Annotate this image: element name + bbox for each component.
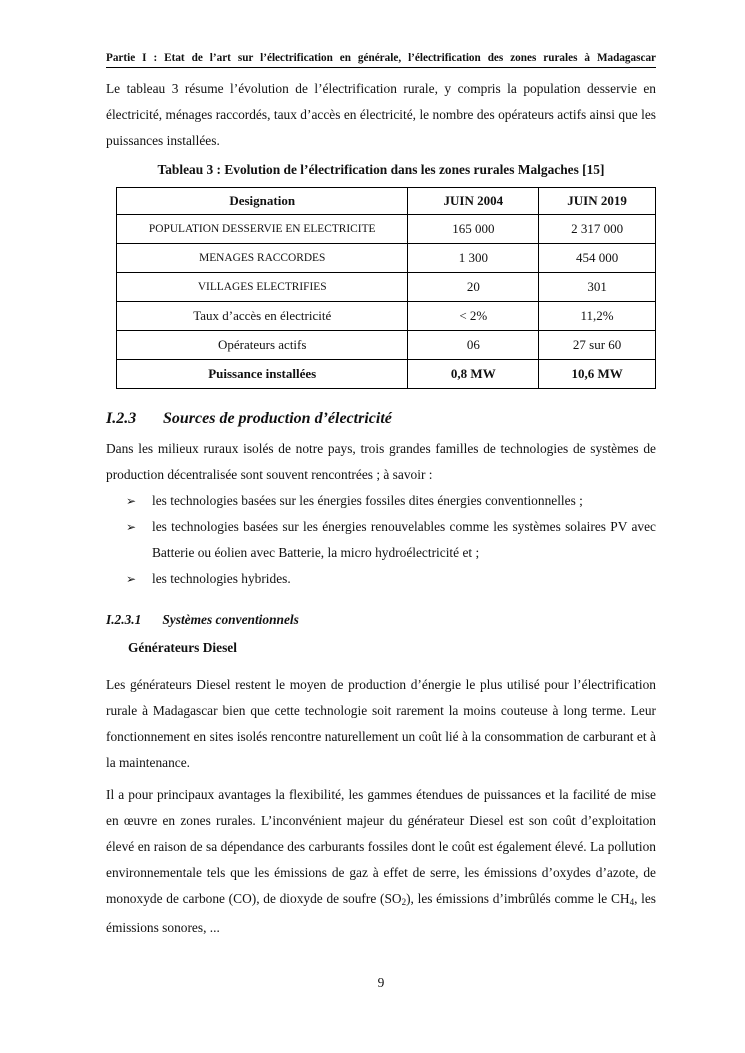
list-item xyxy=(126,488,656,514)
table-cell: POPULATION DESSERVIE EN ELECTRICITE xyxy=(117,215,408,244)
table-row xyxy=(117,331,656,360)
table-cell: 06 xyxy=(408,331,539,360)
list-item-text: les technologies basées sur les énergies fossiles dites énergies conventionnelles ; xyxy=(152,493,583,508)
subscript: 2 xyxy=(401,897,407,907)
column-header: JUIN 2004 xyxy=(408,188,539,215)
list-item xyxy=(126,566,656,592)
electrification-table xyxy=(116,187,656,389)
page-number: 9 xyxy=(377,975,385,990)
table-row xyxy=(117,273,656,302)
table-row xyxy=(117,244,656,273)
table-cell: 1 300 xyxy=(408,244,539,273)
section-title: Sources de production d’électricité xyxy=(163,410,392,427)
list-item xyxy=(126,514,656,566)
table-cell: 20 xyxy=(408,273,539,302)
table-row xyxy=(117,302,656,331)
paragraph-text: ), les émissions d’imbrûlés comme le CH xyxy=(406,891,630,906)
arrow-bullet-icon: ➢ xyxy=(126,572,137,586)
table-cell: < 2% xyxy=(408,302,539,331)
section-number: I.2.3 xyxy=(106,410,137,427)
paragraph-text: , les émissions sonores, ... xyxy=(106,891,656,935)
subsubsection-heading: Générateurs Diesel xyxy=(128,640,237,655)
running-header: Partie I : Etat de l’art sur l’électrification en générale, l’électrification des zones rurales à Madagascar xyxy=(106,52,656,68)
table-cell: 11,2% xyxy=(539,302,656,331)
subsection-title: Systèmes conventionnels xyxy=(162,612,299,627)
section-heading xyxy=(106,410,392,428)
table-cell: 454 000 xyxy=(539,244,656,273)
table-cell: 27 sur 60 xyxy=(539,331,656,360)
table-row xyxy=(117,360,656,389)
table-cell: 2 317 000 xyxy=(539,215,656,244)
intro-paragraph: Le tableau 3 résume l’évolution de l’électrification rurale, y compris la population desservie en électricité, ménages raccordés, taux d’accès en électricité, le nombre des opérateurs actifs ainsi que les puissances installées. xyxy=(106,81,656,148)
technology-list xyxy=(126,488,656,592)
column-header: JUIN 2019 xyxy=(539,188,656,215)
subscript: 4 xyxy=(629,897,635,907)
table-row xyxy=(117,215,656,244)
table-cell: Puissance installées xyxy=(117,360,408,389)
table-cell: VILLAGES ELECTRIFIES xyxy=(117,273,408,302)
table-cell: MENAGES RACCORDES xyxy=(117,244,408,273)
table-cell: 301 xyxy=(539,273,656,302)
diesel-paragraph-1: Les générateurs Diesel restent le moyen de production d’énergie le plus utilisé pour l’électrification rurale à Madagascar bien que cette technologie soit rarement la moins couteuse à long terme. Leur fonctionnement en sites isolés rencontre naturellement un coût lié à la consommation de carburant et à la maintenance. xyxy=(106,677,656,770)
subsection-number: I.2.3.1 xyxy=(106,612,142,627)
section-intro-paragraph: Dans les milieux ruraux isolés de notre pays, trois grandes familles de technologies de systèmes de production décentralisée sont souvent rencontrées ; à savoir : xyxy=(106,441,656,482)
table-cell: 10,6 MW xyxy=(539,360,656,389)
table-caption: Tableau 3 : Evolution de l’électrification dans les zones rurales Malgaches [15] xyxy=(157,162,605,177)
table-cell: Taux d’accès en électricité xyxy=(117,302,408,331)
table-cell: 165 000 xyxy=(408,215,539,244)
table-cell: Opérateurs actifs xyxy=(117,331,408,360)
list-item-text: les technologies hybrides. xyxy=(152,571,291,586)
subsection-heading xyxy=(106,612,299,628)
table-cell: 0,8 MW xyxy=(408,360,539,389)
column-header: Designation xyxy=(117,188,408,215)
paragraph-text: Il a pour principaux avantages la flexibilité, les gammes étendues de puissances et la facilité de mise en œuvre en zones rurales. L’inconvénient majeur du générateur Diesel est son coût d’exploitation élevé en raison de sa dépendance des carburants fossiles dont le coût est également élevé. La pollution environnementale tels que les émissions de gaz à effet de serre, les émissions d’oxydes d’azote, de monoxyde de carbone (CO), de dioxyde de soufre (SO xyxy=(106,787,656,906)
arrow-bullet-icon: ➢ xyxy=(126,520,137,534)
table-header-row xyxy=(117,188,656,215)
list-item-text: les technologies basées sur les énergies renouvelables comme les systèmes solaires PV avec Batterie ou éolien avec Batterie, la micro hydroélectricité et ; xyxy=(152,519,656,560)
diesel-paragraph-2 xyxy=(106,782,656,941)
arrow-bullet-icon: ➢ xyxy=(126,494,137,508)
